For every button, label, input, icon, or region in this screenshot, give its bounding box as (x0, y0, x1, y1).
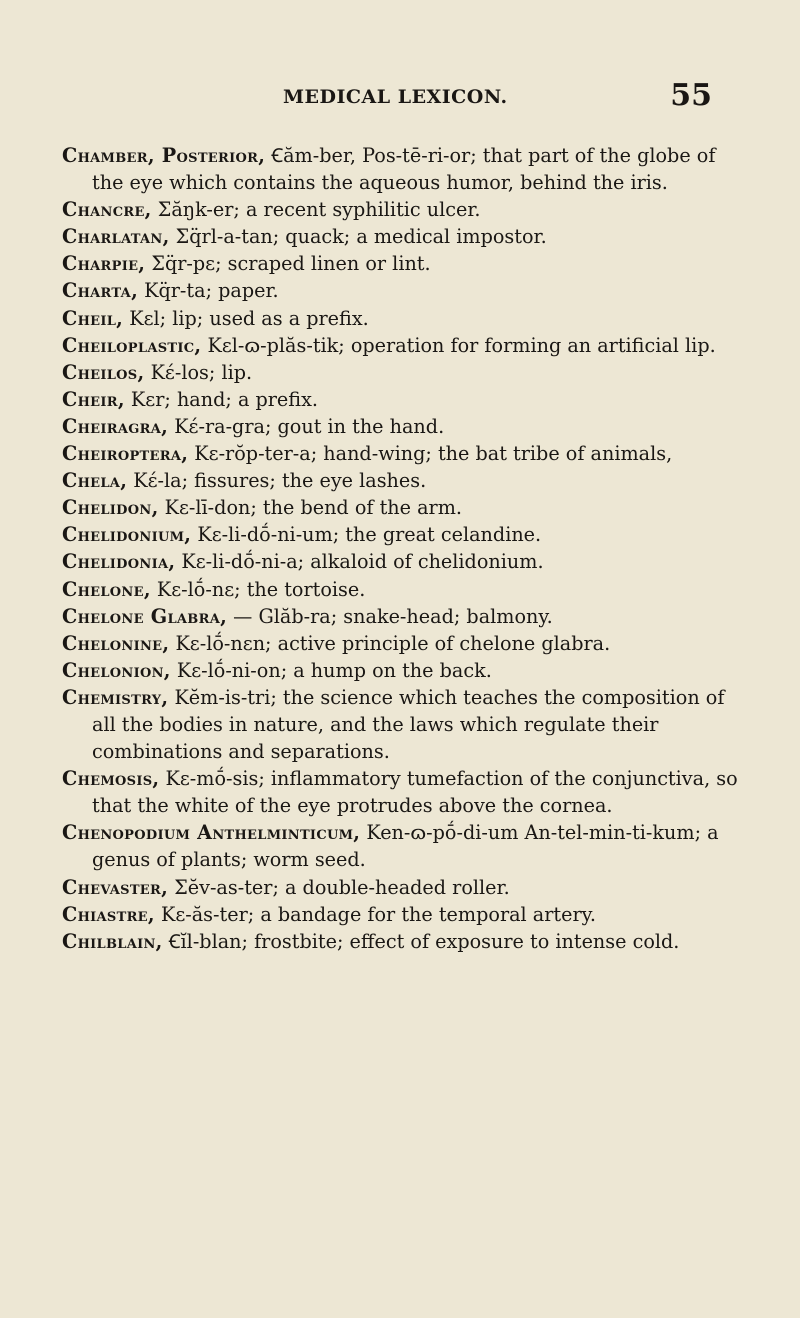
lexicon-entry-chelidon (62, 494, 744, 521)
entry-definition: Kɛr; hand; a prefix. (124, 387, 319, 411)
entry-definition: Σq̈rl-a-tan; quack; a medical impostor. (169, 225, 547, 249)
lexicon-entry-cheiloplastic (62, 332, 744, 359)
entry-headword: Cheiloplastic, (62, 333, 202, 357)
entry-headword: Cheil, (62, 306, 124, 330)
running-title: MEDICAL LEXICON. (283, 86, 508, 108)
lexicon-entry-cheilos (62, 359, 744, 386)
entry-headword: Chelidonium, (62, 523, 192, 547)
entry-definition: Kɛl-ɷ-plăs-tik; operation for forming an artificial lip. (201, 333, 716, 357)
entry-definition: Kĕm-is-tri; the science which teaches the composition of all the bodies in nature, and the laws which regulate their combinations and separations. (92, 685, 725, 764)
lexicon-entry-chamber-posterior (62, 142, 744, 196)
entry-definition: Σăŋk-er; a recent syphilitic ulcer. (151, 198, 481, 222)
lexicon-entry-chelone-glabra (62, 603, 744, 630)
lexicon-entry-charta (62, 277, 744, 304)
lexicon-entry-chenopodium-anthelminticum (62, 819, 744, 873)
entry-definition: Σĕv-as-ter; a double-headed roller. (168, 875, 510, 899)
entry-definition: Kɛ́-la; fissures; the eye lashes. (127, 469, 427, 493)
lexicon-entry-charlatan (62, 223, 744, 250)
entry-definition: Kɛ-rŏp-ter-a; hand-wing; the bat tribe of animals, (188, 442, 673, 466)
lexicon-entry-chelonion (62, 657, 744, 684)
lexicon-entry-chiastre (62, 901, 744, 928)
entry-headword: Cheir, (62, 387, 125, 411)
entry-headword: Chenopodium Anthelminticum, (62, 821, 361, 845)
entry-definition: Kɛ́-ra-gra; gout in the hand. (168, 414, 445, 438)
entry-definition: — Glăb-ra; snake-head; balmony. (227, 604, 553, 628)
lexicon-entry-cheir (62, 386, 744, 413)
lexicon-entry-chancre (62, 196, 744, 223)
lexicon-entry-chemosis (62, 765, 744, 819)
entry-headword: Chemistry, (62, 685, 169, 709)
lexicon-entry-chevaster (62, 874, 744, 901)
entry-headword: Cheiroptera, (62, 442, 189, 466)
entry-definition: Kɛl; lip; used as a prefix. (123, 306, 369, 330)
lexicon-entries (62, 142, 744, 955)
entry-headword: Chelidonia, (62, 550, 176, 574)
entry-definition: Kɛ-lī-don; the bend of the arm. (158, 496, 462, 520)
entry-definition: Ꞓăm-ber, Pos-tē-ri-or; that part of the globe of the eye which contains the aqueous humor, behind the iris. (92, 144, 716, 195)
entry-headword: Chamber, Posterior, (62, 144, 266, 167)
lexicon-entry-cheiragra (62, 413, 744, 440)
entry-definition: Kɛ-ăs-ter; a bandage for the temporal artery. (154, 902, 597, 926)
entry-headword: Chelone, (62, 577, 151, 601)
entry-headword: Chilblain, (62, 929, 163, 953)
lexicon-entry-chilblain (62, 928, 744, 955)
entry-headword: Charta, (62, 279, 139, 303)
entry-headword: Chelidon, (62, 496, 159, 520)
entry-headword: Chevaster, (62, 875, 169, 899)
entry-definition: Kɛ-mṓ-sis; inflammatory tumefaction of the conjunctiva, so that the white of the eye protrudes above the cornea. (92, 767, 738, 818)
entry-definition: Kq̈r-ta; paper. (138, 279, 279, 303)
entry-headword: Chelonion, (62, 658, 171, 682)
entry-definition: Ken-ɷ-pṓ-di-um An-tel-min-ti-kum; a genus of plants; worm seed. (92, 821, 719, 872)
lexicon-entry-charpie (62, 250, 744, 277)
entry-definition: Kɛ-li-dṓ-ni-a; alkaloid of chelidonium. (175, 550, 544, 574)
lexicon-entry-cheil (62, 305, 744, 332)
running-head (0, 78, 800, 118)
entry-headword: Charpie, (62, 252, 146, 276)
lexicon-entry-chela (62, 467, 744, 494)
entry-headword: Chela, (62, 469, 128, 493)
entry-headword: Chancre, (62, 198, 152, 222)
page-number: 55 (670, 78, 712, 113)
lexicon-entry-cheiroptera (62, 440, 744, 467)
entry-definition: Ꞓĭl-blan; frostbite; effect of exposure to intense cold. (162, 929, 680, 953)
entry-headword: Cheiragra, (62, 414, 169, 438)
entry-definition: Σq̈r-pɛ; scraped linen or lint. (145, 252, 431, 276)
entry-headword: Charlatan, (62, 225, 170, 249)
entry-definition: Kɛ-lṓ-nɛ; the tortoise. (150, 577, 366, 601)
lexicon-entry-chelonine (62, 630, 744, 657)
entry-headword: Chemosis, (62, 767, 160, 791)
entry-definition: Kɛ-lṓ-nɛn; active principle of chelone glabra. (169, 631, 611, 655)
entry-headword: Cheilos, (62, 360, 145, 384)
entry-definition: Kɛ-li-dṓ-ni-um; the great celandine. (191, 523, 542, 547)
lexicon-entry-chelidonia (62, 548, 744, 575)
lexicon-entry-chemistry (62, 684, 744, 765)
lexicon-entry-chelone (62, 576, 744, 603)
entry-headword: Chelonine, (62, 631, 170, 655)
entry-headword: Chiastre, (62, 902, 155, 926)
entry-headword: Chelone Glabra, (62, 604, 228, 628)
entry-definition: Kɛ-lṓ-ni-on; a hump on the back. (170, 658, 492, 682)
entry-definition: Kɛ́-los; lip. (144, 360, 253, 384)
lexicon-entry-chelidonium (62, 521, 744, 548)
